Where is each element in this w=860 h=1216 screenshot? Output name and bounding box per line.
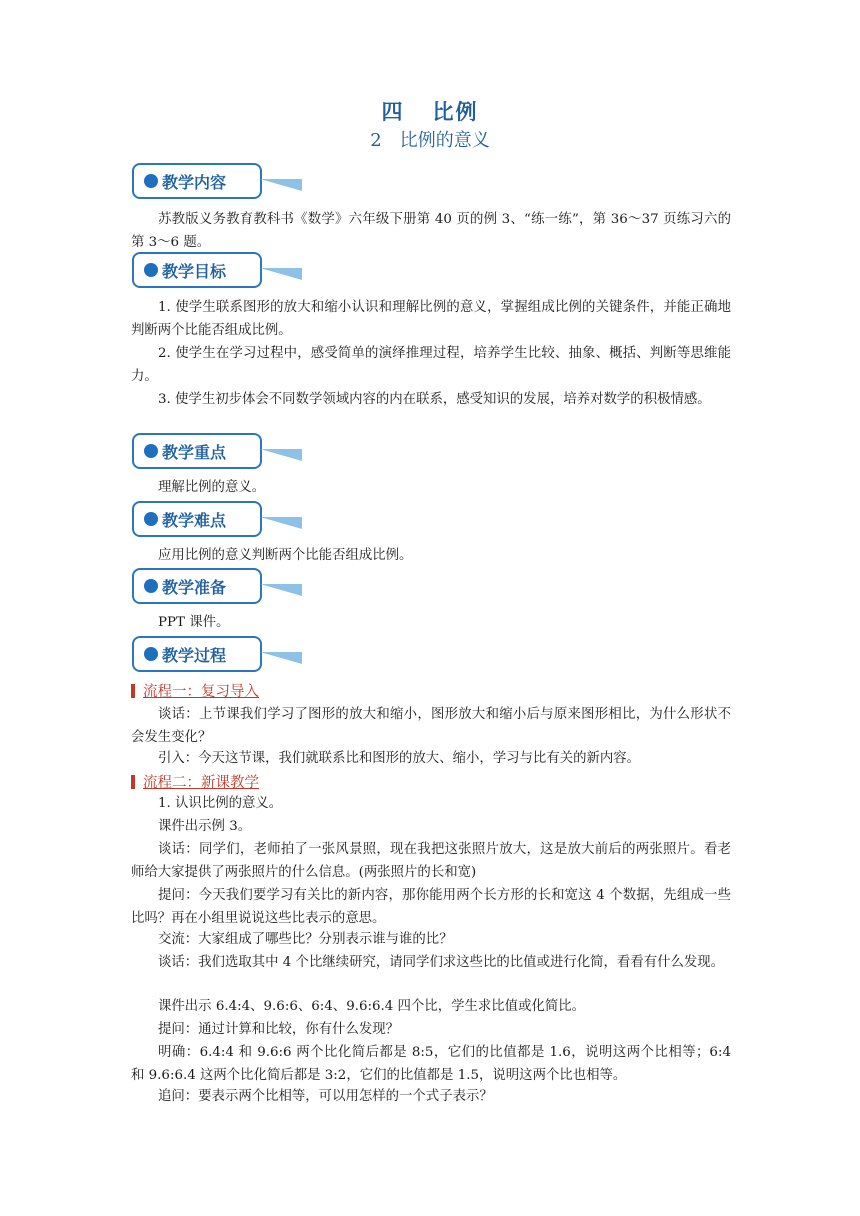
tab-decoration xyxy=(260,652,302,664)
prep-text: PPT 课件。 xyxy=(158,615,230,630)
flow-marker-icon xyxy=(131,684,135,698)
chapter-number: 四 xyxy=(381,99,405,124)
tab-decoration xyxy=(260,179,302,191)
section-header-focus: 教学重点 xyxy=(132,433,302,473)
flow-heading-2: 流程二：新课教学 xyxy=(131,771,259,792)
section-header-difficulty: 教学难点 xyxy=(132,501,302,541)
bullet-dot-icon xyxy=(144,579,158,593)
chapter-title xyxy=(0,96,860,126)
focus-text: 理解比例的意义。 xyxy=(158,480,266,495)
flow2-paragraph: 课件出示例 3。 xyxy=(158,819,252,834)
flow2-paragraph: 交流：大家组成了哪些比？分别表示谁与谁的比？ xyxy=(158,932,453,947)
lesson-number: 2 xyxy=(370,130,382,151)
flow2-paragraph: 谈话：同学们，老师拍了一张风景照，现在我把这张照片放大，这是放大前后的两张照片。看老师给大家提供了两张照片的什么信息。(两张照片的长和宽) xyxy=(131,842,731,880)
bullet-dot-icon xyxy=(144,174,158,188)
lesson-title xyxy=(0,126,860,152)
goal-item: 3. 使学生初步体会不同数学领域内容的内在联系，感受知识的发展，培养对数学的积极情感。 xyxy=(158,392,711,407)
section-header-process: 教学过程 xyxy=(132,636,302,676)
goal-item: 2. 使学生在学习过程中，感受简单的演绎推理过程，培养学生比较、抽象、概括、判断等思维能力。 xyxy=(131,346,731,384)
tab-decoration xyxy=(260,517,302,529)
flow2-paragraph: 谈话：我们选取其中 4 个比继续研究，请同学们求这些比的比值或进行化简，看看有什么发现。 xyxy=(158,955,725,970)
bullet-dot-icon xyxy=(144,647,158,661)
flow2-paragraph: 课件出示 6.4:4、9.6:6、6:4、9.6:6.4 四个比，学生求比值或化简比。 xyxy=(158,999,586,1014)
content-text: 苏教版义务教育教科书《数学》六年级下册第 40 页的例 3、“练一练”，第 36～37 页练习六的第 3～6 题。 xyxy=(131,212,731,250)
flow-heading-1: 流程一：复习导入 xyxy=(131,680,259,701)
flow2-paragraph: 追问：要表示两个比相等，可以用怎样的一个式子表示？ xyxy=(158,1089,493,1104)
lesson-name: 比例的意义 xyxy=(399,130,490,151)
flow2-paragraph: 提问：今天我们要学习有关比的新内容，那你能用两个长方形的长和宽这 4 个数据，先组成一些比吗？再在小组里说说这些比表示的意思。 xyxy=(131,888,731,926)
bullet-dot-icon xyxy=(144,263,158,277)
flow2-paragraph: 1. 认识比例的意义。 xyxy=(158,796,283,811)
flow1-paragraph: 引入：今天这节课，我们就联系比和图形的放大、缩小，学习与比有关的新内容。 xyxy=(158,751,641,766)
flow1-paragraph: 谈话：上节课我们学习了图形的放大和缩小，图形放大和缩小后与原来图形相比，为什么形状不会发生变化？ xyxy=(131,707,731,745)
section-header-content: 教学内容 xyxy=(132,163,302,203)
goal-item: 1. 使学生联系图形的放大和缩小认识和理解比例的意义，掌握组成比例的关键条件，并能正确地判断两个比能否组成比例。 xyxy=(131,300,731,338)
flow2-paragraph: 提问：通过计算和比较，你有什么发现？ xyxy=(158,1022,400,1037)
flow2-paragraph: 明确：6.4:4 和 9.6:6 两个比化简后都是 8:5，它们的比值都是 1.6，说明这两个比相等；6:4 和 9.6:6.4 这两个比化简后都是 3:2，它们的比值都是 1.5，说明这两个比也相等。 xyxy=(131,1045,731,1083)
flow-marker-icon xyxy=(131,775,135,789)
tab-decoration xyxy=(260,449,302,461)
tab-decoration xyxy=(260,268,302,280)
bullet-dot-icon xyxy=(144,512,158,526)
bullet-dot-icon xyxy=(144,444,158,458)
chapter-name: 比例 xyxy=(432,99,479,124)
section-header-goals: 教学目标 xyxy=(132,252,302,292)
difficulty-text: 应用比例的意义判断两个比能否组成比例。 xyxy=(158,548,413,563)
tab-decoration xyxy=(260,584,302,596)
section-header-prep: 教学准备 xyxy=(132,568,302,608)
